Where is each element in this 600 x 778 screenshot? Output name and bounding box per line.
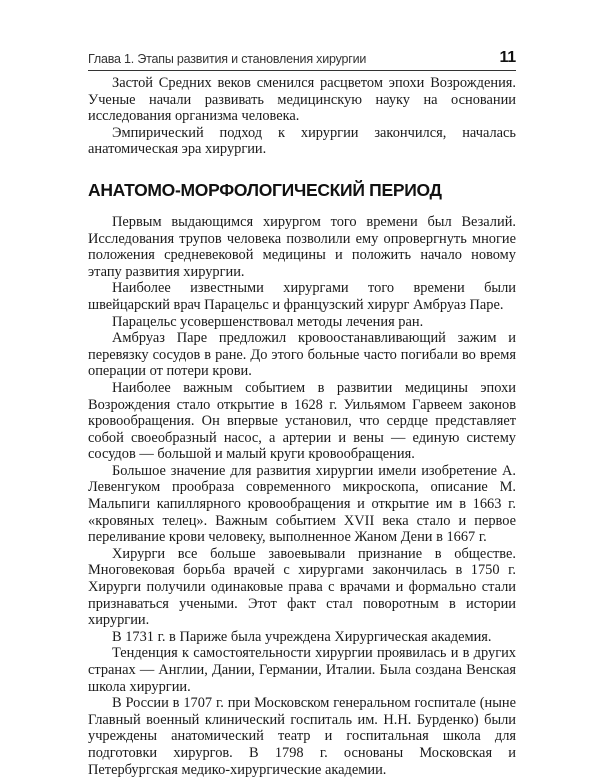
section-heading: АНАТОМО-МОРФОЛОГИЧЕСКИЙ ПЕРИОД <box>88 179 442 200</box>
section-paragraph: Наиболее известными хирургами того времени были швейцарский врач Парацельс и французский хирург Амбруаз Паре. <box>88 280 516 313</box>
header-divider <box>88 70 516 71</box>
intro-paragraph: Застой Средних веков сменился расцветом эпохи Возрождения. Ученые начали развивать медицинскую науку на основании исследования организма человека. <box>88 75 516 125</box>
section-paragraph: Наиболее важным событием в развитии медицины эпохи Возрождения стало открытие в 1628 г. Уильямом Гарвеем законов кровообращения. Он впервые установил, что сердце представляет собой своеобразный насос, а артерии и вены — единую систему сосудов — большой и малый круги кровообращения. <box>88 379 516 463</box>
chapter-title: Глава 1. Этапы развития и становления хирургии <box>88 52 367 66</box>
intro-paragraph: Эмпирический подход к хирургии закончился, началась анатомическая эра хирургии. <box>88 124 516 158</box>
page-body <box>88 75 516 778</box>
section-paragraph: Амбруаз Паре предложил кровоостанавливающий зажим и перевязку сосудов в ране. До этого больные часто погибали во время операции от потери крови. <box>88 330 516 380</box>
section-paragraph: В 1731 г. в Париже была учреждена Хирургическая академия. <box>112 628 492 645</box>
page-number: 11 <box>499 49 516 66</box>
section-paragraph: Хирурги все больше завоевывали признание в обществе. Многовековая борьба врачей с хирургами закончилась в 1750 г. Хирурги получили одинаковые права с врачами и формально стали признаваться учеными. Этот факт стал поворотным в истории хирургии. <box>88 545 516 629</box>
section-paragraph: Тенденция к самостоятельности хирургии проявилась и в других странах — Англии, Дании, Германии, Италии. Была создана Венская школа хирургии. <box>88 645 516 695</box>
section-paragraph: Большое значение для развития хирургии имели изобретение А. Левенгуком прообраза современного микроскопа, описание М. Мальпиги капиллярного кровообращения и открытие им в 1663 г. «кровяных телец». Важным событием XVII века стало и первое переливание крови человеку, выполненное Жаном Дени в 1667 г. <box>88 462 516 546</box>
section-paragraph: Парацельс усовершенствовал методы лечения ран. <box>112 313 424 330</box>
section-paragraph: В России в 1707 г. при Московском генеральном госпитале (ныне Главный военный клинический госпиталь им. Н.Н. Бурденко) были учреждены анатомический театр и госпитальная школа для подготовки хирургов. В 1798 г. основаны Московская и Петербургская медико-хирургические академии. <box>88 695 516 778</box>
section-paragraph: Первым выдающимся хирургом того времени был Везалий. Исследования трупов человека позволили ему опровергнуть многие положения средневековой медицины и положить начало новому этапу развития хирургии. <box>88 213 516 280</box>
running-header <box>88 49 516 68</box>
